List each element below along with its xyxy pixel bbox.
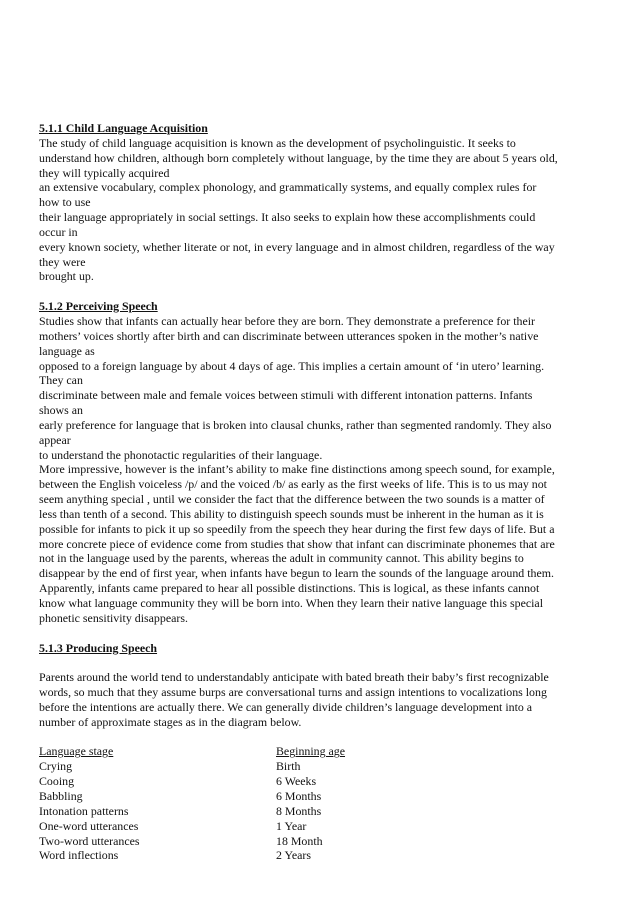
stage-name: One-word utterances [39, 818, 139, 833]
stage-row [39, 834, 609, 849]
body-line: know what language community they will be born into. When they learn their native language this special [39, 596, 544, 610]
body-line: between the English voiceless /p/ and the voiced /b/ as early as the first weeks of life. This is to us may not [39, 477, 547, 492]
body-line: seem anything special , until we consider the fact that the difference between the two sounds is a matter of [39, 492, 545, 507]
body-line: how to use [39, 195, 91, 210]
section-heading-perceiving-speech: 5.1.2 Perceiving Speech [39, 299, 158, 314]
body-line: disappear by the end of first year, when infants have begun to learn the sounds of the language around them. [39, 566, 554, 581]
body-line: possible for infants to pick it up so speedily from the speech they hear during the first few days of life. But a [39, 521, 555, 536]
stage-row [39, 848, 609, 863]
section-body-perceiving-speech [39, 314, 609, 626]
body-line: Parents around the world tend to understandably anticipate with bated breath their baby’s first recognizable [39, 670, 549, 685]
stage-age: 6 Months [276, 788, 322, 803]
stage-row [39, 819, 609, 834]
body-line: brought up. [39, 269, 94, 284]
stage-age: 18 Month [276, 833, 323, 848]
stage-row [39, 759, 609, 774]
body-line: The study of child language acquisition is known as the development of psycholinguistic. It seeks to [39, 135, 516, 150]
body-line: more concrete piece of evidence come from studies that show that infant can discriminate phonemes that are [39, 536, 555, 551]
stage-age: 2 Years [276, 848, 312, 863]
body-line: Apparently, infants came prepared to hear all possible distinctions. This is logical, as these infants cannot [39, 581, 540, 596]
stage-age: 8 Months [276, 803, 322, 818]
body-line: not in the language used by the parents, whereas the adult in community cannot. This ability begins to [39, 551, 524, 566]
section-heading-producing-speech: 5.1.3 Producing Speech [39, 640, 158, 655]
body-line: number of approximate stages as in the diagram below. [39, 714, 302, 729]
body-line: Studies show that infants can actually hear before they are born. They demonstrate a preference for their [39, 313, 536, 328]
body-line: understand how children, although born completely without language, by the time they are about 5 years old, [39, 150, 558, 165]
body-line: opposed to a foreign language by about 4 days of age. This implies a certain amount of ‘in utero’ learning. [39, 358, 545, 373]
paragraph-gap [39, 730, 609, 745]
section-body-child-language-acquisition [39, 136, 609, 284]
stage-row [39, 804, 609, 819]
stage-name: Word inflections [39, 848, 119, 863]
body-line: they will typically acquired [39, 165, 170, 180]
stage-age: Birth [276, 759, 301, 774]
body-line: before the intentions are actually there. We can generally divide children’s language development into a [39, 699, 533, 714]
stage-name: Two-word utterances [39, 833, 140, 848]
body-line: occur in [39, 224, 78, 239]
stage-name: Babbling [39, 788, 83, 803]
body-line: early preference for language that is broken into clausal chunks, rather than segmented randomly. They also [39, 417, 552, 432]
stage-row [39, 789, 609, 804]
body-line: every known society, whether literate or not, in every language and in almost children, regardless of the way [39, 239, 555, 254]
document-page [39, 121, 609, 863]
language-stages-table [39, 744, 609, 863]
paragraph-gap [39, 655, 609, 670]
body-line: They can [39, 373, 83, 388]
stage-row [39, 774, 609, 789]
paragraph-gap [39, 626, 609, 641]
body-line: More impressive, however is the infant’s ability to make fine distinctions among speech sound, for example, [39, 462, 555, 477]
stage-name: Intonation patterns [39, 803, 129, 818]
stage-name: Cooing [39, 774, 75, 789]
body-line: appear [39, 432, 71, 447]
stage-age: 1 Year [276, 818, 307, 833]
stage-age: 6 Weeks [276, 774, 317, 789]
body-line: words, so much that they assume burps are conversational turns and assign intentions to vocalizations long [39, 685, 547, 700]
body-line: mothers’ voices shortly after birth and can discriminate between utterances spoken in the mother’s native [39, 328, 539, 343]
paragraph-gap [39, 284, 609, 299]
header-beginning-age: Beginning age [276, 744, 346, 759]
section-heading-child-language-acquisition: 5.1.1 Child Language Acquisition [39, 121, 208, 135]
body-line: language as [39, 343, 95, 358]
body-line: their language appropriately in social settings. It also seeks to explain how these accomplishments could [39, 210, 536, 225]
body-line: they were [39, 254, 86, 269]
body-line: an extensive vocabulary, complex phonology, and grammatically systems, and equally complex rules for [39, 180, 537, 195]
section-body-producing-speech [39, 670, 609, 729]
stages-header-row [39, 744, 609, 759]
body-line: less than tenth of a second. This ability to distinguish speech sounds must be inherent in the human as it is [39, 506, 544, 521]
header-language-stage: Language stage [39, 744, 114, 759]
body-line: phonetic sensitivity disappears. [39, 610, 188, 625]
body-line: discriminate between male and female voices between stimuli with different intonation patterns. Infants [39, 388, 533, 403]
body-line: to understand the phonotactic regularities of their language. [39, 447, 323, 462]
stage-name: Crying [39, 759, 73, 774]
body-line: shows an [39, 403, 83, 418]
